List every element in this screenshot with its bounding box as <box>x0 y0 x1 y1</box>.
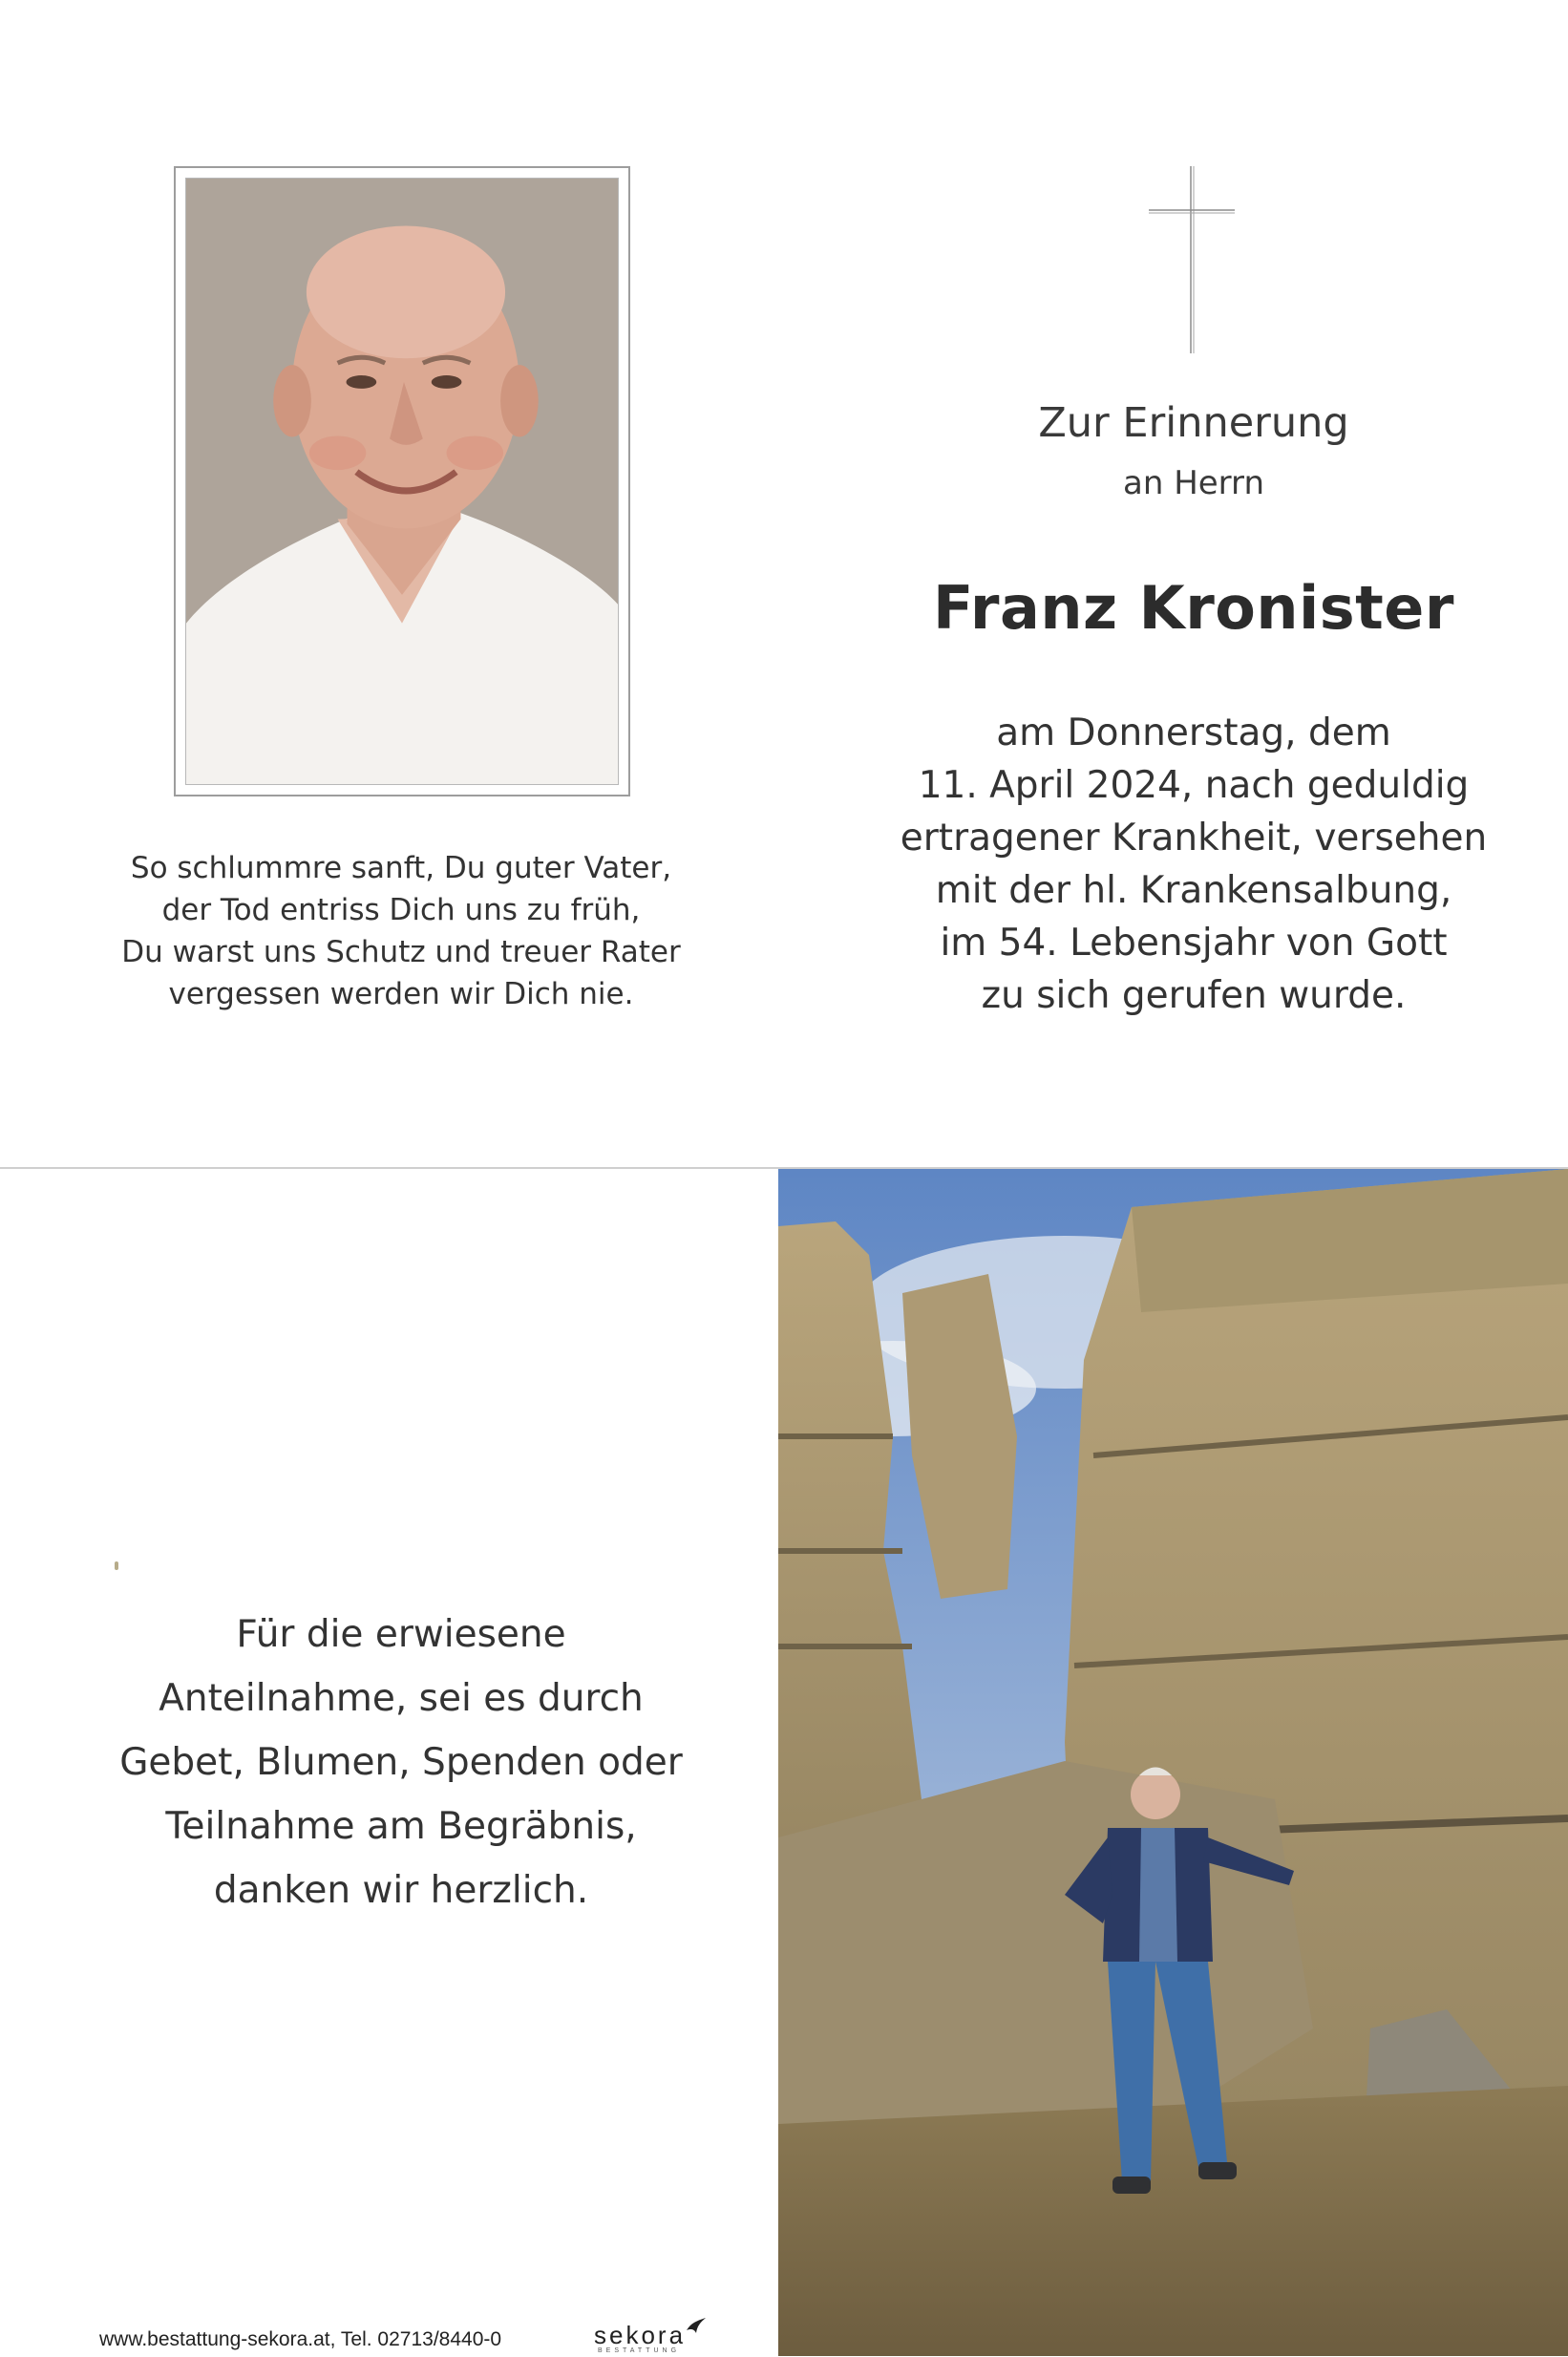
announcement-line: im 54. Lebensjahr von Gott <box>940 922 1448 965</box>
announcement-line: zu sich gerufen wurde. <box>981 974 1407 1017</box>
thanks-line: Anteilnahme, sei es durch <box>159 1677 644 1720</box>
deceased-name: Franz Kronister <box>933 573 1454 643</box>
thanks-line: Für die erwiesene <box>236 1613 566 1656</box>
memorial-subheading: an Herrn <box>1123 464 1264 502</box>
rock-landscape-illustration <box>778 1169 1568 2356</box>
portrait-photo <box>185 178 619 785</box>
announcement-line: am Donnerstag, dem <box>996 711 1391 754</box>
poem-line: vergessen werden wir Dich nie. <box>168 977 634 1011</box>
announcement-line: ertragener Krankheit, versehen <box>900 817 1488 860</box>
announcement-line: mit der hl. Krankensalbung, <box>935 869 1452 912</box>
funeral-home-contact: www.bestattung-sekora.at, Tel. 02713/8440-0 <box>99 2328 502 2350</box>
funeral-home-logo <box>594 2321 709 2357</box>
logo-text: sekora <box>594 2321 687 2349</box>
portrait-illustration <box>186 179 618 784</box>
poem-line: der Tod entriss Dich uns zu früh, <box>161 893 641 927</box>
rock-landscape-photo <box>778 1169 1568 2356</box>
logo-subtext: BESTATTUNG <box>598 2347 681 2354</box>
cross-icon <box>1149 166 1235 353</box>
death-announcement <box>859 707 1528 1022</box>
thanks-line: Teilnahme am Begräbnis, <box>165 1805 637 1848</box>
bird-icon <box>686 2317 707 2334</box>
scan-speck <box>115 1561 118 1570</box>
thanks-line: danken wir herzlich. <box>213 1869 589 1912</box>
portrait-photo-frame <box>174 166 630 796</box>
thanks-line: Gebet, Blumen, Spenden oder <box>119 1741 683 1784</box>
poem <box>115 847 688 1015</box>
poem-line: Du warst uns Schutz und treuer Rater <box>121 935 681 969</box>
thanks-text <box>91 1603 711 1922</box>
poem-line: So schlummre sanft, Du guter Vater, <box>130 851 672 885</box>
memorial-heading: Zur Erinnerung <box>1038 399 1349 447</box>
announcement-line: 11. April 2024, nach geduldig <box>918 764 1470 807</box>
